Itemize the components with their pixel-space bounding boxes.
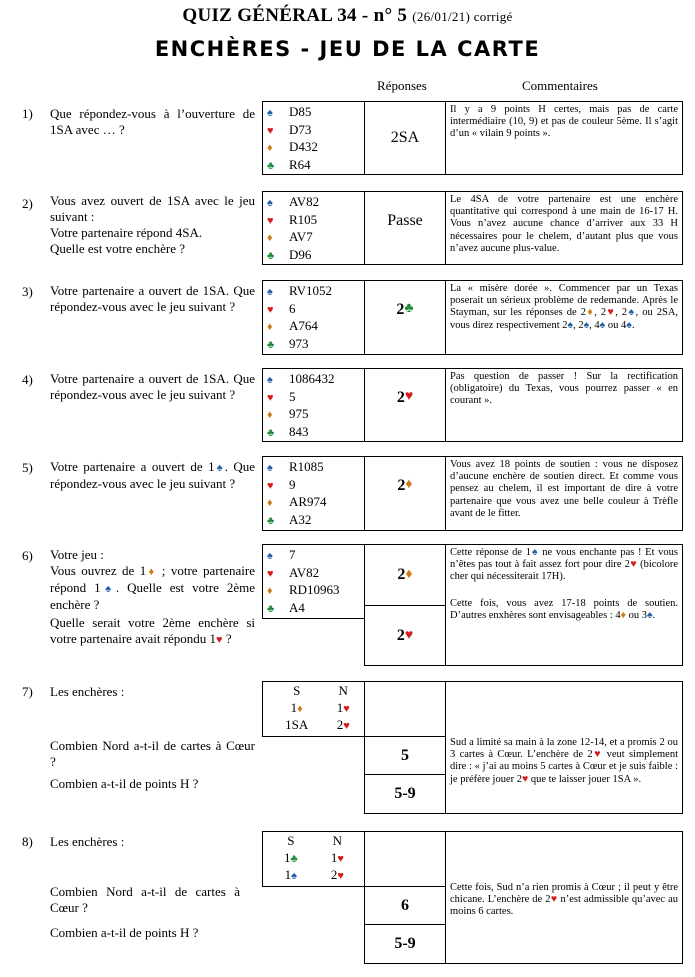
question-text: Combien Nord a-t-il de cartes à Cœur ? <box>50 738 255 769</box>
heart-icon: ♥ <box>267 124 274 137</box>
answer-text: 5 <box>401 746 409 764</box>
heart-icon: ♥ <box>606 307 616 319</box>
question-text: Votre jeu : Vous ouvrez de 1♦ ; votre partenaire répond 1♠. Quelle est votre 2ème enchère ? Quelle serait votre 2ème enchère si votre partenaire avait répondu 1♥ ? <box>50 547 255 646</box>
hand-box: ♠ R1085 ♥ 9 ♦ AR974 ♣ A32 <box>262 456 365 531</box>
answer-box <box>364 886 446 925</box>
question-text: Combien a-t-il de points H ? <box>50 925 199 940</box>
spade-icon: ♠ <box>599 319 606 331</box>
answer-text: 2SA <box>390 129 420 146</box>
spade-icon: ♠ <box>267 197 273 209</box>
answer-box <box>364 774 446 814</box>
comment-box: Il y a 9 points H certes, mais pas de carte intermédiaire (10, 9) et pas de couleur 5ème. Il s’agit d’un « vilain 9 points ». <box>445 101 683 175</box>
spade-icon: ♠ <box>267 107 273 119</box>
question-text: Votre partenaire a ouvert de 1♠. Que répondez-vous avec le jeu suivant ? <box>50 459 255 491</box>
answer-box <box>364 191 446 265</box>
club-icon: ♣ <box>267 514 275 527</box>
column-header-comments: Commentaires <box>522 78 598 93</box>
diamond-icon: ♦ <box>267 497 273 509</box>
question-number: 6) <box>22 548 33 563</box>
answer-box <box>364 544 446 606</box>
answer-text: 2 <box>397 566 406 583</box>
heart-icon: ♥ <box>522 773 529 785</box>
question-text: Combien Nord a-t-il de cartes à Cœur ? <box>50 884 240 915</box>
club-icon: ♣ <box>267 426 275 439</box>
answer-box <box>364 736 446 775</box>
diamond-icon: ♦ <box>267 232 273 244</box>
spade-icon: ♠ <box>627 307 636 319</box>
spade-icon: ♠ <box>267 550 273 562</box>
spade-icon: ♠ <box>567 319 574 331</box>
heart-icon: ♥ <box>629 559 638 571</box>
answer-box <box>364 924 446 964</box>
club-icon: ♣ <box>267 602 275 615</box>
hand-diamonds: ♦ D432 <box>267 139 364 157</box>
hand-spades: ♠ D85 <box>267 104 364 122</box>
question-label: Les enchères : <box>50 834 125 849</box>
quiz-title <box>0 5 695 27</box>
hand-box: ♠ 7 ♥ AV82 ♦ RD10963 ♣ A4 <box>262 544 365 619</box>
answer-text: 2 <box>396 301 405 318</box>
comment-box: La « misère dorée ». Commencer par un Texas poserait un sérieux problème de redemande. Après le Stayman, sur les réponses de 2♦, 2♥, 2♠, ou 2SA, vous direz respectivement 2♠, 2♠, 4♠ ou 4♠. <box>445 280 683 355</box>
heart-icon: ♥ <box>267 214 274 227</box>
heart-icon: ♥ <box>267 479 274 492</box>
answer-text: 6 <box>401 896 409 914</box>
spade-icon: ♠ <box>100 583 116 595</box>
heart-icon: ♥ <box>267 567 274 580</box>
spade-icon: ♠ <box>291 869 298 882</box>
question-label: Les enchères : <box>50 684 125 699</box>
diamond-icon: ♦ <box>267 409 273 421</box>
comment-box: Le 4SA de votre partenaire est une enchère quantitative qui correspond à une main de 16-17 H. Vous n’avez aucune chance d’arriver aux 33 H nécessaires pour le chelem, d’autant plus que vous n’avez aucune plus-value. <box>445 191 683 265</box>
answer-box <box>364 101 446 175</box>
hand-box: ♠ 1086432 ♥ 5 ♦ 975 ♣ 843 <box>262 368 365 442</box>
diamond-icon: ♦ <box>405 567 413 582</box>
club-icon: ♣ <box>267 249 275 262</box>
answer-text: 2 <box>396 389 405 406</box>
spade-icon: ♠ <box>267 462 273 474</box>
diamond-icon: ♦ <box>405 477 413 492</box>
diamond-icon: ♦ <box>620 609 626 621</box>
heart-icon: ♥ <box>267 303 274 316</box>
question-text: Combien a-t-il de points H ? <box>50 776 199 791</box>
diamond-icon: ♦ <box>585 307 595 319</box>
heart-icon: ♥ <box>343 702 350 715</box>
heart-icon: ♥ <box>337 852 344 865</box>
answer-text: 5-9 <box>394 935 416 952</box>
answer-box <box>364 368 446 442</box>
question-text: Votre partenaire a ouvert de 1SA. Que répondez-vous avec le jeu suivant ? <box>50 283 255 314</box>
answer-text: 2 <box>396 626 405 644</box>
quiz-subtitle: ENCHÈRES - JEU DE LA CARTE <box>154 37 541 61</box>
diamond-icon: ♦ <box>267 585 273 597</box>
spade-icon: ♠ <box>646 609 653 621</box>
hand-box: ♠ AV82 ♥ R105 ♦ AV7 ♣ D96 <box>262 191 365 265</box>
hand-box: ♠ RV1052 ♥ 6 ♦ A764 ♣ 973 <box>262 280 365 355</box>
diamond-icon: ♦ <box>267 142 273 154</box>
question-text: Vous avez ouvert de 1SA avec le jeu suivant : Votre partenaire répond 4SA. Quelle est votre enchère ? <box>50 193 255 256</box>
question-number: 1) <box>22 106 33 121</box>
diamond-icon: ♦ <box>267 321 273 333</box>
question-number: 8) <box>22 834 33 849</box>
question-text: Votre partenaire a ouvert de 1SA. Que répondez-vous avec le jeu suivant ? <box>50 371 255 402</box>
club-icon: ♣ <box>267 159 275 172</box>
answer-box <box>364 280 446 355</box>
comment-box: Pas question de passer ! Sur la rectification (obligatoire) du Texas, vous pourrez passer « en courant ». <box>445 368 683 442</box>
question-number: 7) <box>22 684 33 699</box>
comment-box: Cette réponse de 1♠ ne vous enchante pas ! Et vous n’êtes pas tout à fait assez fort pour dire 2♥ (bicolore cher qui nécessiterait 17H). Cette fois, vous avez 17-18 points de soutien. D’autres enxhères sont envisageables : 4♦ ou 3♠. <box>445 544 683 666</box>
answer-spacer <box>364 831 446 887</box>
answer-text: 5-9 <box>394 785 416 802</box>
auction-box: S N 1♣ 1♥ 1♠ 2♥ <box>262 831 365 887</box>
question-text: Que répondez-vous à l’ouverture de 1SA avec … ? <box>50 106 255 137</box>
heart-icon: ♥ <box>216 634 223 646</box>
spade-icon: ♠ <box>626 319 632 331</box>
answer-text: 2 <box>397 477 406 494</box>
comment-box: Sud a limité sa main à la zone 12-14, et a promis 2 ou 3 cartes à Cœur. L’enchère de 2♥ veut simplement dire : « j’ai au moins 5 cartes à Cœur et je suis faible : je préfère jouer 2♥ que te laisser jouer 1SA ». <box>445 681 683 814</box>
spade-icon: ♠ <box>530 547 539 558</box>
answer-box <box>364 456 446 531</box>
hand-clubs: ♣ R64 <box>267 157 364 175</box>
spade-icon: ♠ <box>267 286 273 298</box>
club-icon: ♣ <box>267 338 275 351</box>
diamond-icon: ♦ <box>146 566 157 578</box>
quiz-date: (26/01/21) corrigé <box>412 9 513 24</box>
spade-icon: ♠ <box>267 374 273 386</box>
heart-icon: ♥ <box>267 391 274 404</box>
heart-icon: ♥ <box>337 869 344 882</box>
column-header-answers: Réponses <box>377 78 427 93</box>
hand-box <box>262 101 365 175</box>
auction-box: S N 1♦ 1♥ 1SA 2♥ <box>262 681 365 737</box>
heart-icon: ♥ <box>404 627 414 643</box>
question-number: 3) <box>22 284 33 299</box>
heart-icon: ♥ <box>343 719 350 732</box>
heart-icon: ♥ <box>550 894 558 906</box>
answer-spacer <box>364 681 446 737</box>
comment-box: Cette fois, Sud n’a rien promis à Cœur ; il peut y être chicane. L’enchère de 2♥ n’est admissible qu’avec au moins 6 cartes. <box>445 831 683 964</box>
quiz-title-text: QUIZ GÉNÉRAL 34 - n° 5 <box>182 5 408 26</box>
heart-icon: ♥ <box>404 389 414 404</box>
question-number: 2) <box>22 196 33 211</box>
question-number: 4) <box>22 372 33 387</box>
comment-box: Vous avez 18 points de soutien : vous ne disposez d’aucune enchère de soutien direct. Et comme vous pensez au chelem, il est important de dire à votre partenaire que vous avez une belle couleur à Trèfle avant de le fitter. <box>445 456 683 531</box>
club-icon: ♣ <box>404 301 414 316</box>
club-icon: ♣ <box>290 852 298 865</box>
hand-hearts: ♥ D73 <box>267 122 364 140</box>
heart-icon: ♥ <box>592 749 603 761</box>
spade-icon: ♠ <box>214 462 225 474</box>
answer-box-alt <box>364 605 446 666</box>
spade-icon: ♠ <box>583 319 590 331</box>
answer-text: Passe <box>387 212 423 229</box>
diamond-icon: ♦ <box>297 702 303 715</box>
question-number: 5) <box>22 460 33 475</box>
